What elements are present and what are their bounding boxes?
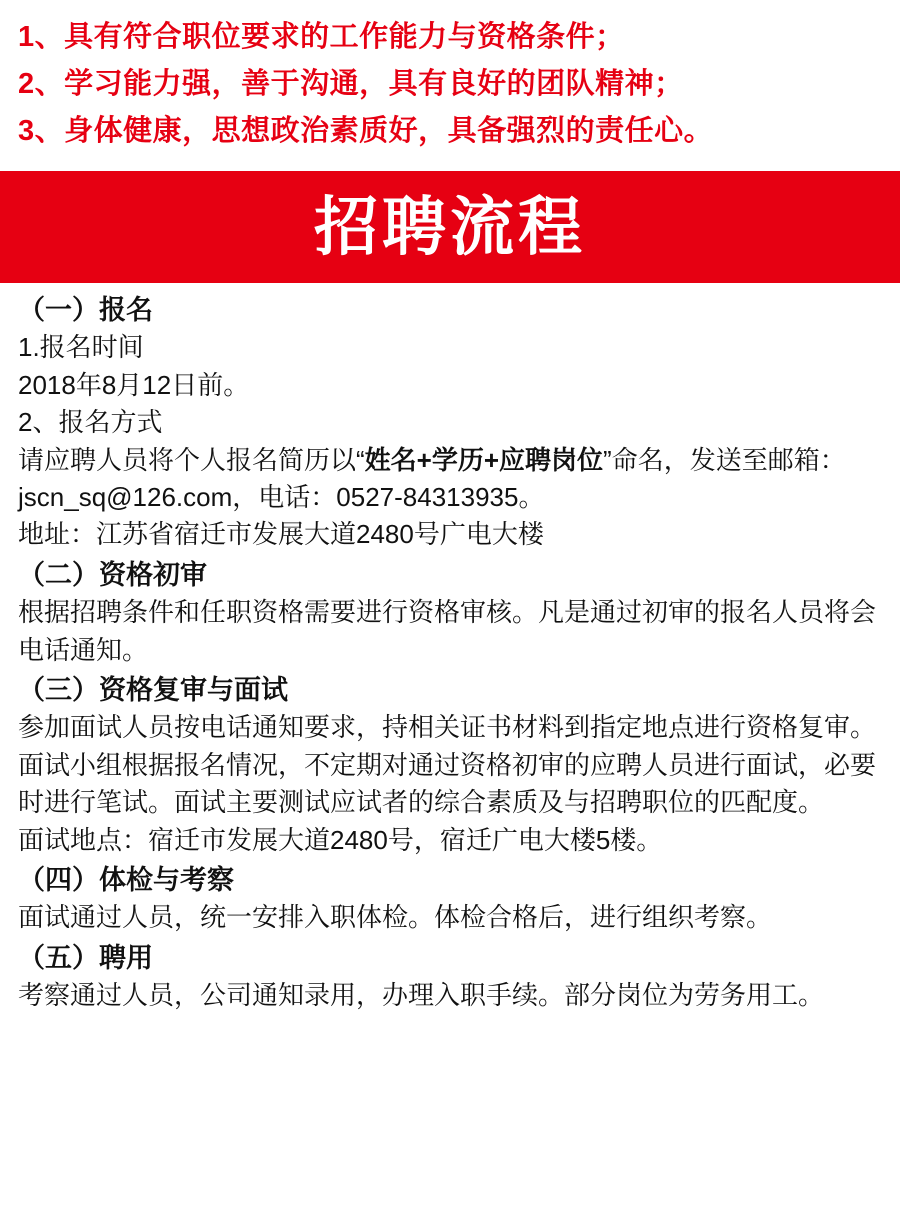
registration-address: 地址：江苏省宿迁市发展大道2480号广电大楼 — [18, 519, 544, 550]
registration-method-detail — [18, 442, 882, 517]
employment-text: 考察通过人员，公司通知录用，办理入职手续。部分岗位为劳务用工。 — [18, 980, 825, 1011]
rereview-interview-text: 参加面试人员按电话通知要求，持相关证书材料到指定地点进行资格复审。面试小组根据报名情况，不定期对通过资格初审的应聘人员进行面试，必要时进行笔试。面试主要测试应试者的综合素质及与招聘职位的匹配度。 — [18, 712, 877, 818]
registration-detail-lead: 请应聘人员将个人报名简历以“ — [18, 444, 365, 475]
section-heading-medical-inspection: （四）体检与考察 — [18, 865, 234, 896]
registration-deadline: 2018年8月12日前。 — [18, 369, 250, 400]
section-heading-preliminary-review: （二）资格初审 — [18, 559, 207, 590]
preliminary-review-text: 根据招聘条件和任职资格需要进行资格审核。凡是通过初审的报名人员将会电话通知。 — [18, 597, 877, 665]
registration-detail-tail: ”命名，发送至邮箱：jscn_sq@126.com，电话：0527-84313935。 — [18, 444, 846, 512]
requirement-item-3: 3、身体健康，思想政治素质好，具备强烈的责任心。 — [18, 114, 714, 147]
requirement-item-1: 1、具有符合职位要求的工作能力与资格条件； — [18, 21, 625, 53]
medical-inspection-text: 面试通过人员，统一安排入职体检。体检合格后，进行组织考察。 — [18, 902, 773, 933]
registration-time-label: 1.报名时间 — [18, 332, 144, 363]
section-heading-employment: （五）聘用 — [18, 942, 153, 973]
interview-location: 面试地点：宿迁市发展大道2480号，宿迁广电大楼5楼。 — [18, 824, 663, 855]
section-heading-rereview-interview: （三）资格复审与面试 — [18, 675, 288, 706]
process-content — [0, 283, 900, 1015]
banner-title: 招聘流程 — [314, 190, 586, 263]
section-banner — [0, 171, 900, 283]
registration-method-label: 2、报名方式 — [18, 407, 163, 438]
requirement-item-2: 2、学习能力强，善于沟通，具有良好的团队精神； — [18, 67, 684, 100]
requirements-list — [0, 0, 900, 161]
section-heading-registration: （一）报名 — [18, 294, 153, 325]
resume-naming-rule: 姓名+学历+应聘岗位 — [364, 444, 604, 475]
